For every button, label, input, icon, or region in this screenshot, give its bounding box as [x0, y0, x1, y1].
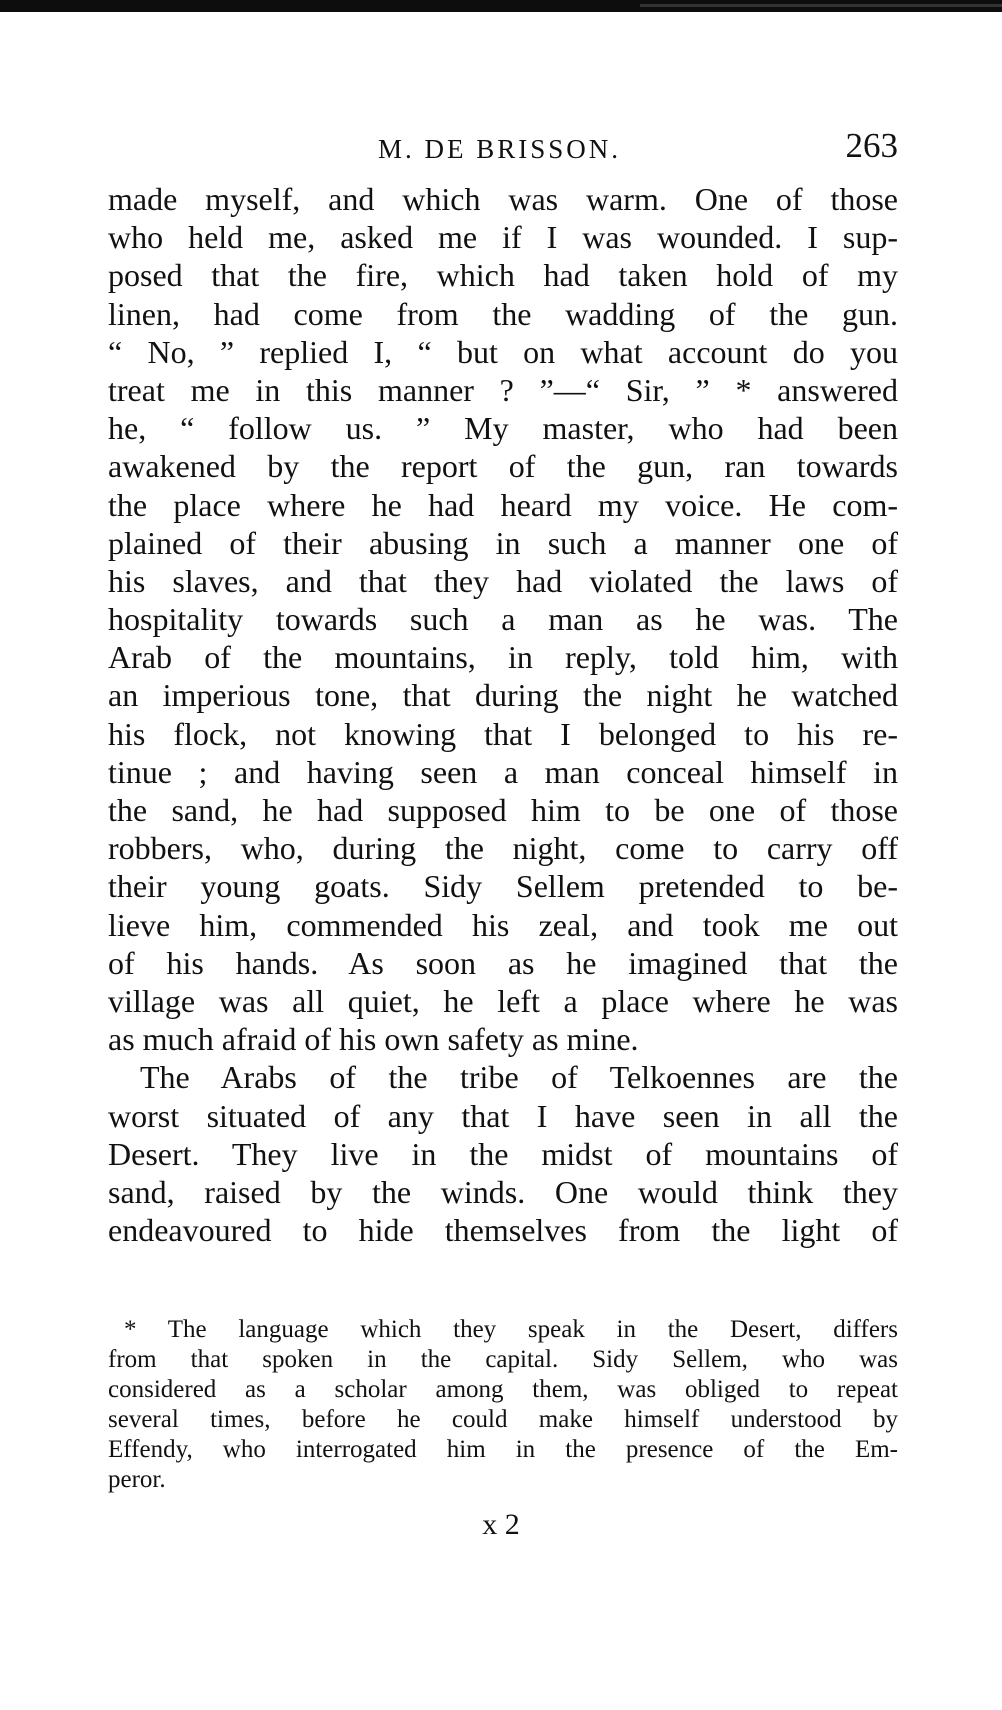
- body-line: the place where he had heard my voice. He com-: [108, 486, 898, 523]
- footnote-line: Effendy, who interrogated him in the presence of the Em-: [108, 1436, 898, 1463]
- body-line: endeavoured to hide themselves from the light of: [108, 1212, 898, 1249]
- page-header: [108, 126, 898, 176]
- footnote-line: * The language which they speak in the Desert, differs: [124, 1316, 898, 1343]
- body-line: awakened by the report of the gun, ran towards: [108, 448, 898, 485]
- footnote-line: from that spoken in the capital. Sidy Sellem, who was: [108, 1346, 898, 1373]
- footnote-line: peror.: [108, 1466, 166, 1493]
- footnote-line: considered as a scholar among them, was obliged to repeat: [108, 1376, 898, 1403]
- body-line: treat me in this manner ? ”—“ Sir, ” * answered: [108, 371, 898, 408]
- body-line: Arab of the mountains, in reply, told him, with: [108, 639, 898, 676]
- body-line: “ No, ” replied I, “ but on what account do you: [108, 333, 898, 370]
- body-line: lieve him, commended his zeal, and took me out: [108, 906, 898, 943]
- paragraph-end-line: as much afraid of his own safety as mine.: [108, 1021, 639, 1058]
- body-line: Desert. They live in the midst of mountains of: [108, 1135, 898, 1172]
- signature-mark: x 2: [482, 1508, 520, 1541]
- body-line: sand, raised by the winds. One would think they: [108, 1173, 898, 1210]
- body-line: their young goats. Sidy Sellem pretended to be-: [108, 868, 898, 905]
- footnote: [108, 1315, 898, 1495]
- paragraph-start-line: The Arabs of the tribe of Telkoennes are the: [140, 1059, 898, 1096]
- body-line: who held me, asked me if I was wounded. I sup-: [108, 219, 898, 256]
- body-line: of his hands. As soon as he imagined that the: [108, 944, 898, 981]
- body-line: posed that the fire, which had taken hold of my: [108, 257, 898, 294]
- body-line: robbers, who, during the night, come to carry off: [108, 830, 898, 867]
- running-head: M. DE BRISSON.: [378, 134, 622, 164]
- body-line: linen, had come from the wadding of the gun.: [108, 295, 898, 332]
- body-line: hospitality towards such a man as he was. The: [108, 601, 898, 638]
- body-line: the sand, he had supposed him to be one of those: [108, 792, 898, 828]
- body-line: his flock, not knowing that I belonged to his re-: [108, 715, 898, 752]
- body-text: [108, 180, 898, 1249]
- body-line: worst situated of any that I have seen in all the: [108, 1097, 898, 1134]
- body-line: an imperious tone, that during the night he watched: [108, 677, 898, 714]
- body-line: made myself, and which was warm. One of those: [108, 181, 898, 217]
- body-line: his slaves, and that they had violated the laws of: [108, 562, 898, 599]
- body-line: he, “ follow us. ” My master, who had been: [108, 410, 898, 447]
- body-line: village was all quiet, he left a place where he was: [108, 982, 898, 1019]
- body-line: plained of their abusing in such a manner one of: [108, 524, 898, 561]
- body-line: tinue ; and having seen a man conceal himself in: [108, 753, 898, 790]
- footnote-line: several times, before he could make himself understood by: [108, 1406, 898, 1433]
- page-number: 263: [845, 126, 898, 165]
- top-border-rule-tail: [640, 4, 1002, 7]
